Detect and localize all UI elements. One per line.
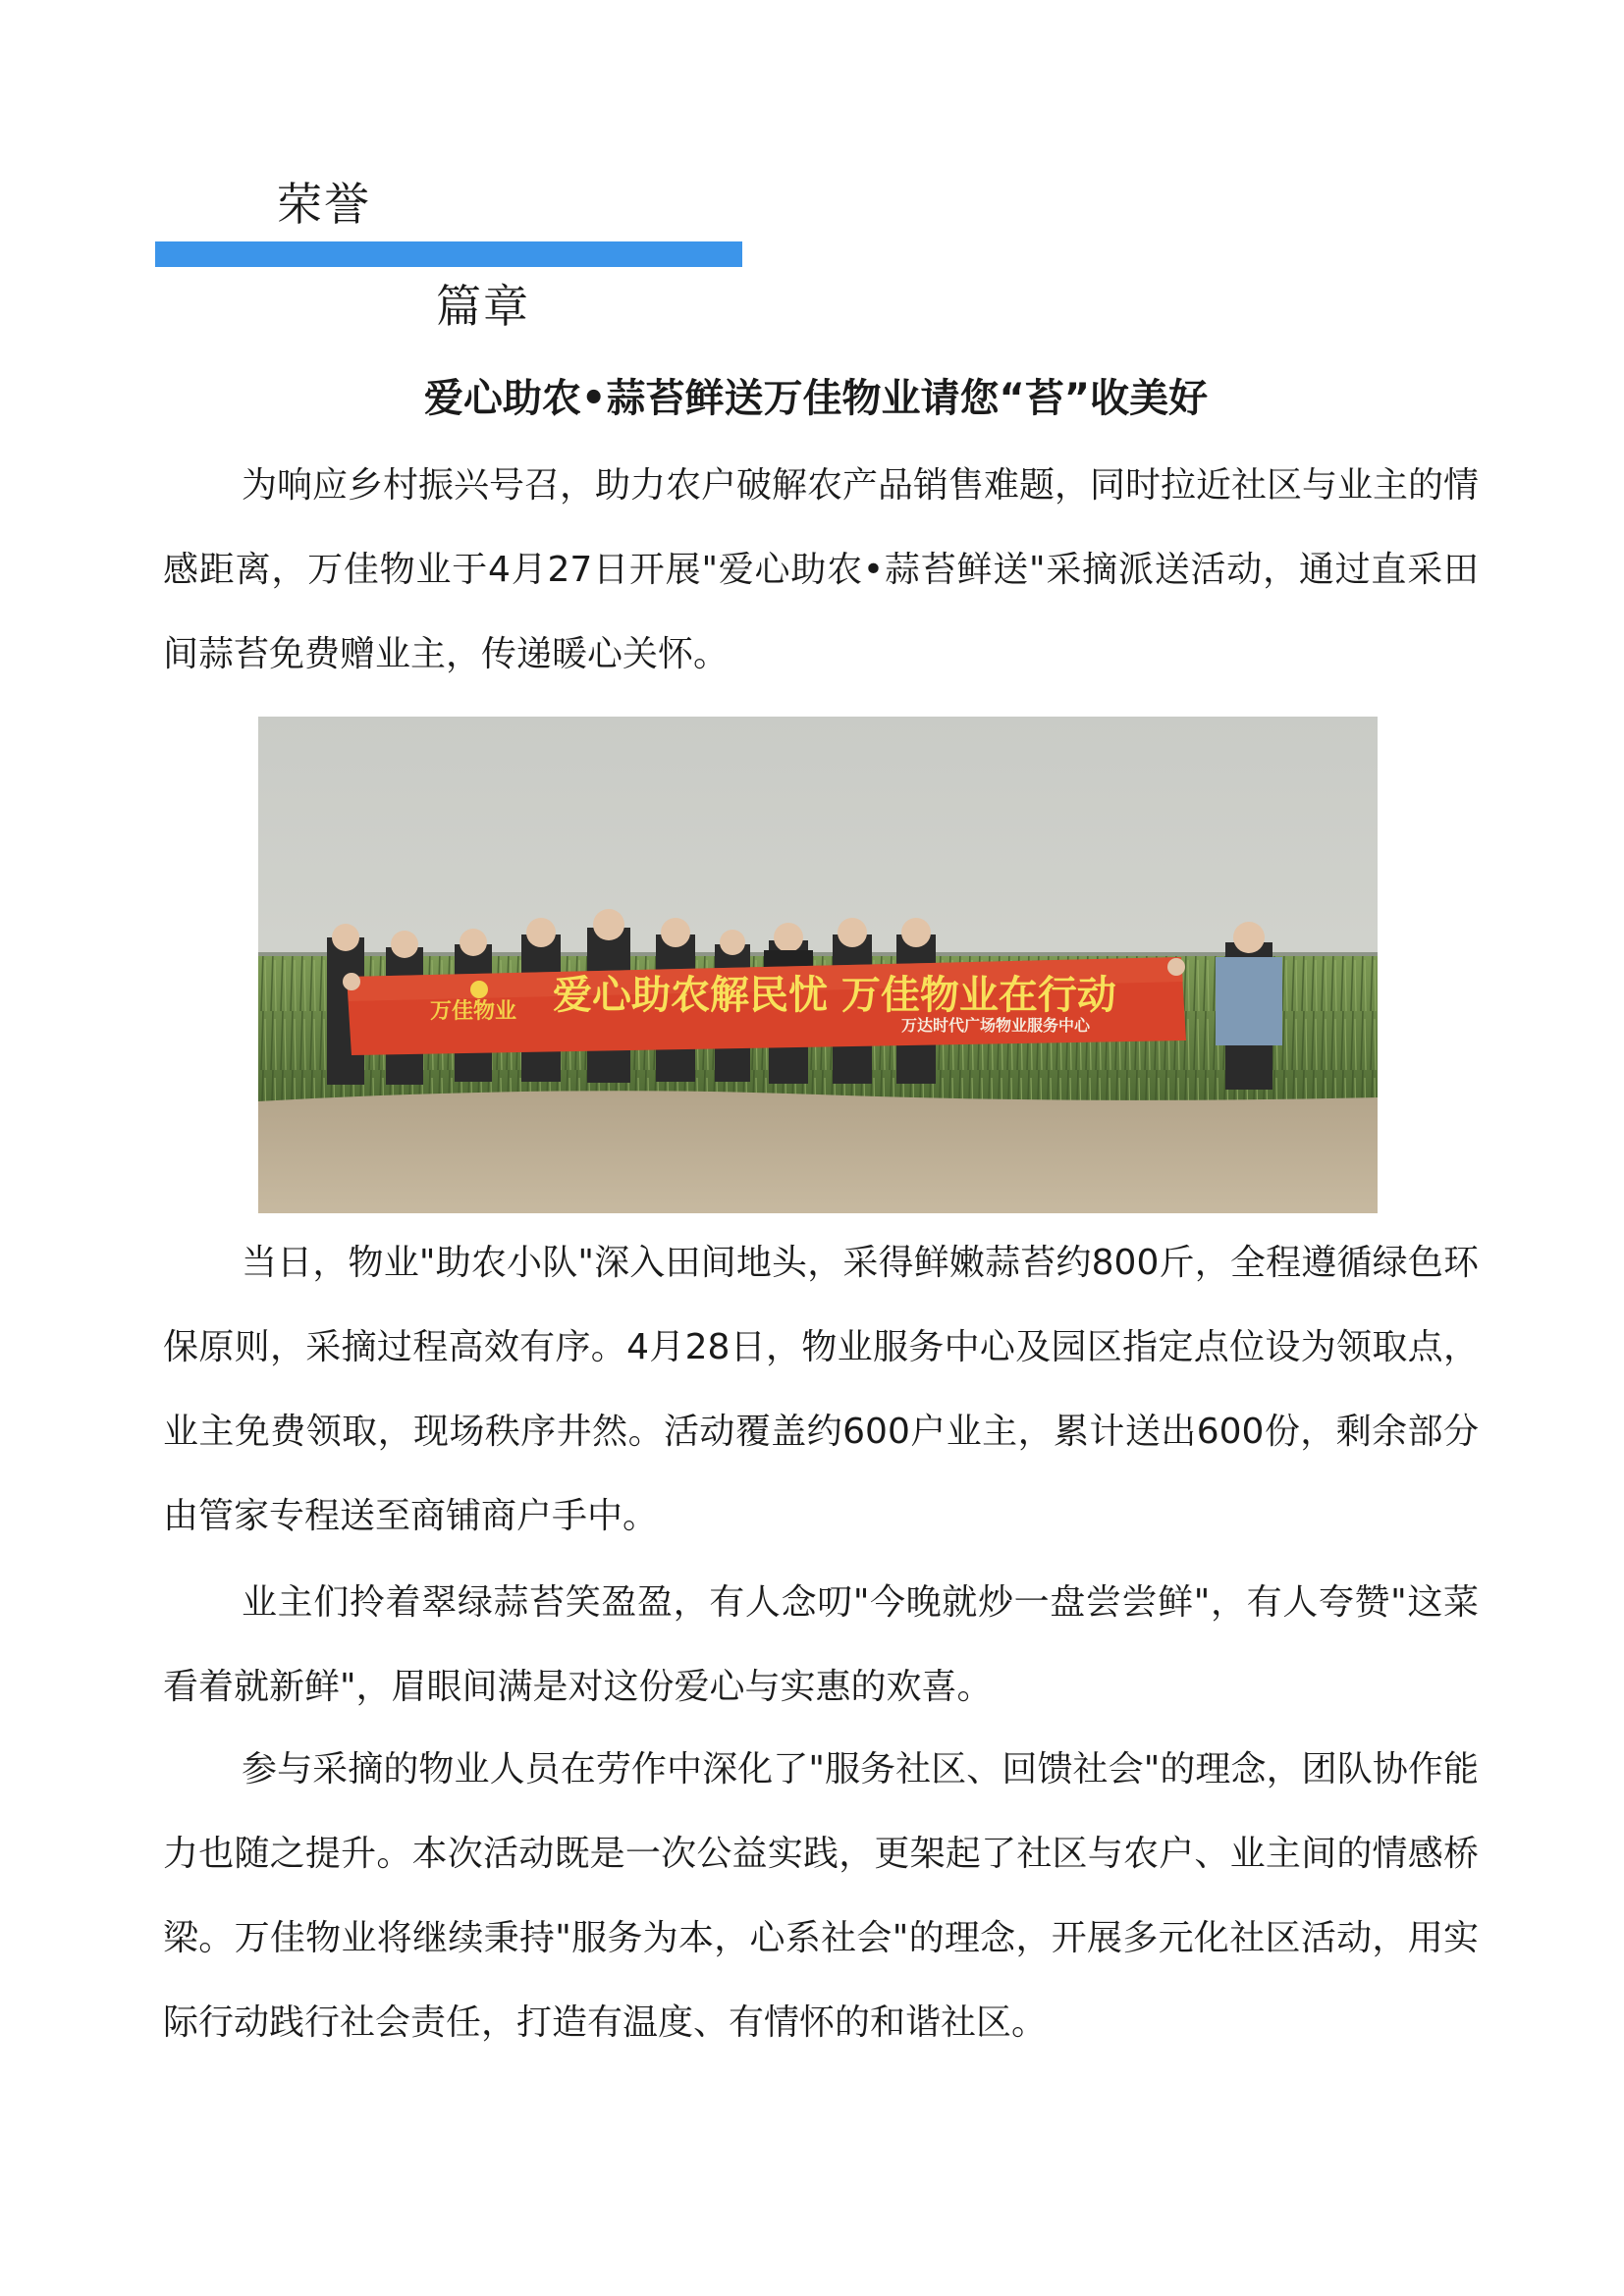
section-heading-chapter: 篇章 <box>436 280 530 333</box>
group-photo <box>258 717 1378 1213</box>
article-paragraph-3: 业主们拎着翠绿蒜苔笑盈盈，有人念叨"今晚就炒一盘尝尝鲜"，有人夸赞"这菜看着就新鲜"，眉眼间满是对这份爱心与实惠的欢喜。 <box>163 1582 1479 1707</box>
section-divider-bar <box>155 241 742 267</box>
article-title: 爱心助农•蒜苔鲜送万佳物业请您“苔”收美好 <box>423 376 1209 421</box>
article-paragraph-2: 当日，物业"助农小队"深入田间地头，采得鲜嫩蒜苔约800斤，全程遵循绿色环保原则，采摘过程高效有序。4月28日，物业服务中心及园区指定点位设为领取点，业主免费领取，现场秩序井然。活动覆盖约600户业主，累计送出600份，剩余部分由管家专程送至商铺商户手中。 <box>163 1243 1479 1536</box>
banner-sub-text: 万达时代广场物业服务中心 <box>901 1016 1091 1035</box>
banner-logo-text: 万佳物业 <box>430 999 517 1024</box>
section-heading-honor: 荣誉 <box>277 178 371 231</box>
article-paragraph-4: 参与采摘的物业人员在劳作中深化了"服务社区、回馈社会"的理念，团队协作能力也随之提升。本次活动既是一次公益实践，更架起了社区与农户、业主间的情感桥梁。万佳物业将继续秉持"服务为本，心系社会"的理念，开展多元化社区活动，用实际行动践行社会责任，打造有温度、有情怀的和谐社区。 <box>163 1749 1479 2043</box>
banner-main-text: 爱心助农解民忧 万佳物业在行动 <box>553 973 1116 1018</box>
article-paragraph-1: 为响应乡村振兴号召，助力农户破解农产品销售难题，同时拉近社区与业主的情感距离，万佳物业于4月27日开展"爱心助农•蒜苔鲜送"采摘派送活动，通过直采田间蒜苔免费赠业主，传递暖心关怀。 <box>163 465 1480 674</box>
